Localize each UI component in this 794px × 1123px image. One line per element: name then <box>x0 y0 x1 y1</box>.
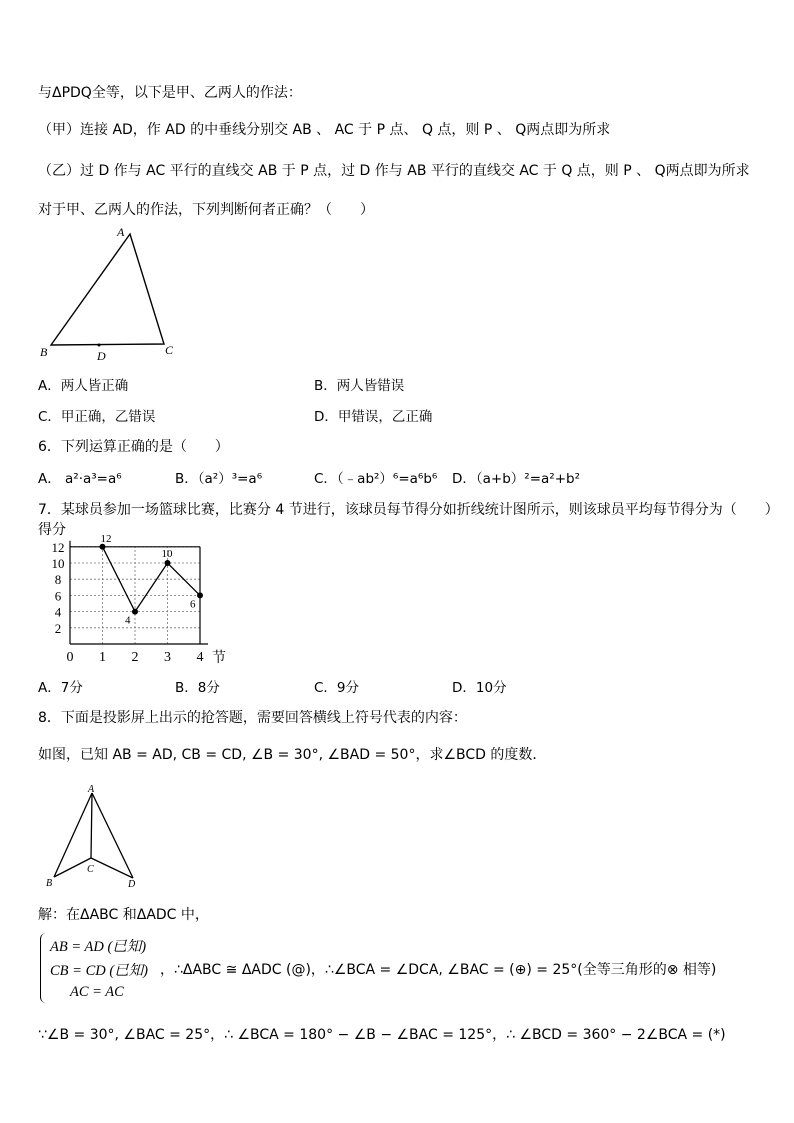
q8-final-step: ∵∠B = 30°, ∠BAC = 25°，∴ ∠BCA = 180° − ∠B − ∠BAC = 125°，∴ ∠BCD = 360° − 2∠BCA = (*) <box>38 1027 726 1043</box>
q7-stem: 7．某球员参加一场篮球比赛，比赛分 4 节进行，该球员每节得分如折线统计图所示，则该球员平均每节得分为（ ） <box>38 502 779 518</box>
system-line-2: CB = CD (已知) <box>50 963 148 979</box>
q5-option-d[interactable]: D．甲错误，乙正确 <box>314 409 433 425</box>
point-d <box>98 344 101 347</box>
label-c: C <box>165 343 174 357</box>
q7-option-b[interactable]: B．8分 <box>175 680 220 696</box>
y-tick-label: 6 <box>54 588 62 604</box>
data-label: 6 <box>190 598 196 611</box>
y-axis-title: 得分 <box>38 523 66 538</box>
data-label: 4 <box>125 614 131 627</box>
q7-option-d[interactable]: D．10分 <box>452 680 507 696</box>
system-brace <box>40 933 47 1003</box>
q6-option-b[interactable]: B．（a²）³=a⁶ <box>175 471 263 487</box>
y-tick-label: 2 <box>54 620 62 636</box>
q8-solution-intro: 解：在ΔABC 和ΔADC 中， <box>38 907 209 923</box>
q5-option-b[interactable]: B．两人皆错误 <box>314 378 405 394</box>
q7-option-a[interactable]: A．7分 <box>38 680 83 696</box>
q5-intro: 与ΔPDQ全等，以下是甲、乙两人的作法： <box>38 85 302 101</box>
label-b: B <box>40 345 48 359</box>
label-d: D <box>97 349 106 363</box>
data-label: 12 <box>100 532 112 545</box>
segment-cd <box>91 858 133 878</box>
q6-stem: 6．下列运算正确的是（ ） <box>38 439 229 455</box>
triangle-abc <box>51 234 164 345</box>
y-tick-label: 8 <box>54 572 62 588</box>
q5-method-jia: （甲）连接 AD，作 AD 的中垂线分别交 AB 、 AC 于 P 点、 Q 点，则 P 、 Q两点即为所求 <box>38 122 611 138</box>
segment-bc <box>54 858 91 877</box>
y-tick-label: 10 <box>51 556 65 571</box>
q5-option-c[interactable]: C．甲正确，乙错误 <box>38 409 156 425</box>
q5-question: 对于甲、乙两人的作法，下列判断何者正确？（ ） <box>38 202 374 218</box>
q5-triangle-figure <box>30 222 190 367</box>
x-tick-label: 0 <box>66 650 74 665</box>
label-b: B <box>46 878 53 889</box>
data-point <box>197 592 203 598</box>
system-line-3: AC = AC <box>70 984 124 1000</box>
x-axis-title: 节 <box>212 651 226 666</box>
x-tick-label: 3 <box>164 650 171 665</box>
label-a: A <box>117 225 125 239</box>
q6-option-a[interactable]: A． a²·a³=a⁶ <box>38 471 122 487</box>
x-tick-label: 1 <box>99 650 106 665</box>
q5-method-yi: （乙）过 D 作与 AC 平行的直线交 AB 于 P 点，过 D 作与 AB 平行的直线交 AC 于 Q 点，则 P 、 Q两点即为所求 <box>38 163 750 179</box>
data-label: 10 <box>161 548 173 560</box>
q5-option-a[interactable]: A．两人皆正确 <box>38 378 129 394</box>
q8-given: 如图，已知 AB = AD, CB = CD, ∠B = 30°, ∠BAD = 50°，求∠BCD 的度数． <box>38 747 547 763</box>
segment-ac <box>91 793 92 858</box>
q8-conclusion: ，∴ΔABC ≅ ΔADC (@)，∴∠BCA = ∠DCA, ∠BAC = (⊕) = 25°(全等三角形的⊗ 相等) <box>160 962 717 978</box>
segment-ad <box>92 793 133 878</box>
data-point <box>132 609 138 615</box>
q6-option-c[interactable]: C．（﹣ab²）⁶=a⁶b⁶ <box>314 471 438 487</box>
data-point <box>165 560 171 566</box>
q8-stem: 8．下面是投影屏上出示的抢答题，需要回答横线上符号代表的内容： <box>38 710 467 726</box>
label-c: C <box>87 864 94 875</box>
x-tick-label: 2 <box>131 650 139 665</box>
x-tick-label: 4 <box>196 650 204 665</box>
q7-option-c[interactable]: C．9分 <box>314 680 360 696</box>
label-d: D <box>128 879 136 890</box>
y-tick-label: 12 <box>51 539 65 555</box>
label-a: A <box>88 784 95 795</box>
q7-line-chart <box>0 515 260 675</box>
y-tick-label: 4 <box>54 604 62 620</box>
q6-option-d[interactable]: D．（a+b）²=a²+b² <box>452 471 580 487</box>
chart-grid <box>70 547 200 644</box>
q8-figure <box>40 782 150 892</box>
system-line-1: AB = AD (已知) <box>50 939 147 955</box>
